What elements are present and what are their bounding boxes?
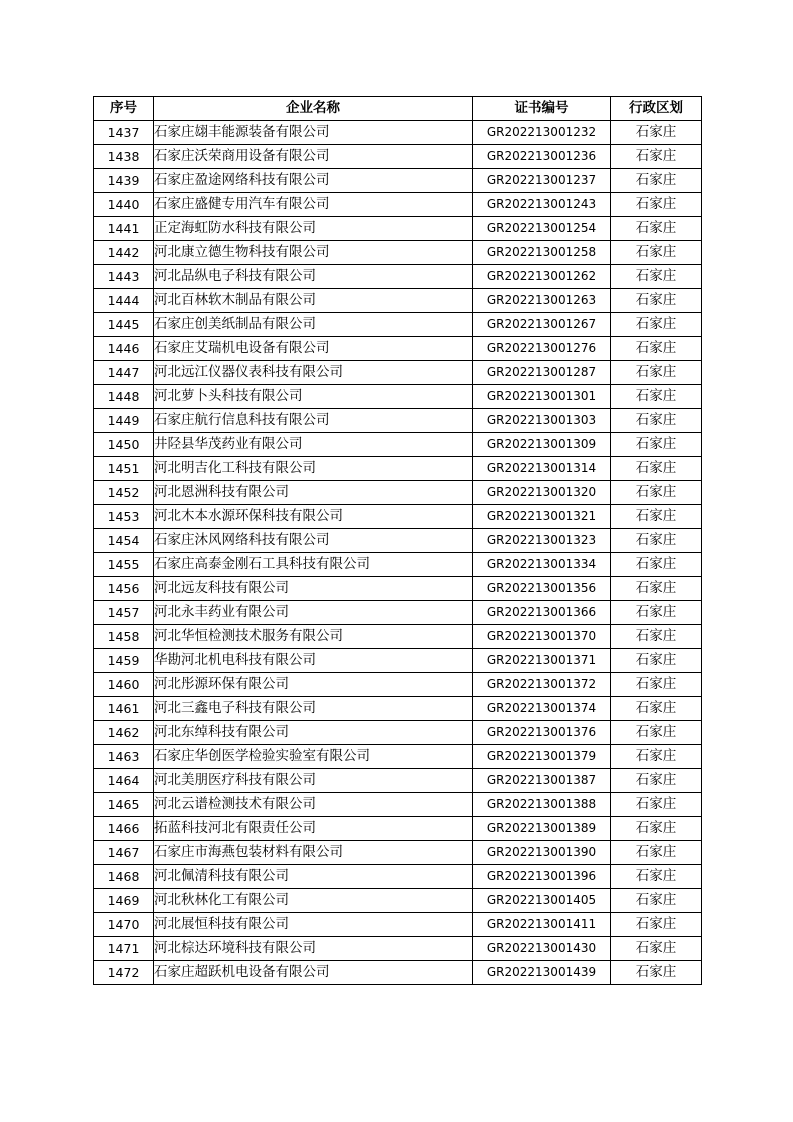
region: 石家庄 <box>611 673 702 697</box>
certificate-number: GR202213001236 <box>473 145 611 169</box>
row-number: 1456 <box>94 577 154 601</box>
row-number: 1441 <box>94 217 154 241</box>
region: 石家庄 <box>611 769 702 793</box>
region: 石家庄 <box>611 409 702 433</box>
table-row <box>94 313 702 337</box>
row-number: 1470 <box>94 913 154 937</box>
certificate-number: GR202213001387 <box>473 769 611 793</box>
certificate-number: GR202213001430 <box>473 937 611 961</box>
region: 石家庄 <box>611 697 702 721</box>
company-name: 河北远江仪器仪表科技有限公司 <box>154 361 473 385</box>
region: 石家庄 <box>611 433 702 457</box>
region: 石家庄 <box>611 913 702 937</box>
certificate-number: GR202213001374 <box>473 697 611 721</box>
company-name: 石家庄翃丰能源装备有限公司 <box>154 121 473 145</box>
table-row <box>94 601 702 625</box>
row-number: 1467 <box>94 841 154 865</box>
region: 石家庄 <box>611 937 702 961</box>
company-name: 河北棕达环境科技有限公司 <box>154 937 473 961</box>
table-row <box>94 385 702 409</box>
region: 石家庄 <box>611 505 702 529</box>
table-row <box>94 841 702 865</box>
table-row <box>94 217 702 241</box>
row-number: 1444 <box>94 289 154 313</box>
certificate-number: GR202213001237 <box>473 169 611 193</box>
table-row <box>94 145 702 169</box>
region: 石家庄 <box>611 145 702 169</box>
company-name: 石家庄盈途网络科技有限公司 <box>154 169 473 193</box>
company-name: 河北百林软木制品有限公司 <box>154 289 473 313</box>
certificate-number: GR202213001321 <box>473 505 611 529</box>
certificate-number: GR202213001314 <box>473 457 611 481</box>
table-row <box>94 457 702 481</box>
table-row <box>94 913 702 937</box>
certificate-table <box>93 96 702 985</box>
company-name: 石家庄高泰金刚石工具科技有限公司 <box>154 553 473 577</box>
region: 石家庄 <box>611 481 702 505</box>
region: 石家庄 <box>611 865 702 889</box>
certificate-number: GR202213001254 <box>473 217 611 241</box>
certificate-number: GR202213001309 <box>473 433 611 457</box>
table-row <box>94 409 702 433</box>
company-name: 石家庄艾瑞机电设备有限公司 <box>154 337 473 361</box>
header-company-name: 企业名称 <box>154 97 473 121</box>
company-name: 石家庄市海燕包装材料有限公司 <box>154 841 473 865</box>
company-name: 河北木本水源环保科技有限公司 <box>154 505 473 529</box>
region: 石家庄 <box>611 385 702 409</box>
row-number: 1459 <box>94 649 154 673</box>
row-number: 1465 <box>94 793 154 817</box>
company-name: 正定海虹防水科技有限公司 <box>154 217 473 241</box>
row-number: 1464 <box>94 769 154 793</box>
row-number: 1468 <box>94 865 154 889</box>
region: 石家庄 <box>611 265 702 289</box>
certificate-number: GR202213001379 <box>473 745 611 769</box>
header-region: 行政区划 <box>611 97 702 121</box>
region: 石家庄 <box>611 121 702 145</box>
row-number: 1471 <box>94 937 154 961</box>
table-row <box>94 529 702 553</box>
certificate-number: GR202213001267 <box>473 313 611 337</box>
company-name: 河北东绰科技有限公司 <box>154 721 473 745</box>
company-name: 河北永丰药业有限公司 <box>154 601 473 625</box>
table-row <box>94 865 702 889</box>
region: 石家庄 <box>611 361 702 385</box>
company-name: 河北秋林化工有限公司 <box>154 889 473 913</box>
row-number: 1469 <box>94 889 154 913</box>
certificate-number: GR202213001366 <box>473 601 611 625</box>
row-number: 1438 <box>94 145 154 169</box>
row-number: 1452 <box>94 481 154 505</box>
row-number: 1445 <box>94 313 154 337</box>
certificate-number: GR202213001262 <box>473 265 611 289</box>
region: 石家庄 <box>611 289 702 313</box>
region: 石家庄 <box>611 337 702 361</box>
certificate-number: GR202213001258 <box>473 241 611 265</box>
table-row <box>94 121 702 145</box>
company-name: 石家庄沐风网络科技有限公司 <box>154 529 473 553</box>
company-name: 河北华恒检测技术服务有限公司 <box>154 625 473 649</box>
row-number: 1472 <box>94 961 154 985</box>
row-number: 1454 <box>94 529 154 553</box>
region: 石家庄 <box>611 745 702 769</box>
row-number: 1461 <box>94 697 154 721</box>
certificate-number: GR202213001263 <box>473 289 611 313</box>
table-row <box>94 505 702 529</box>
region: 石家庄 <box>611 553 702 577</box>
row-number: 1446 <box>94 337 154 361</box>
certificate-number: GR202213001376 <box>473 721 611 745</box>
certificate-number: GR202213001371 <box>473 649 611 673</box>
company-name: 河北美朋医疗科技有限公司 <box>154 769 473 793</box>
certificate-number: GR202213001396 <box>473 865 611 889</box>
company-name: 河北佩清科技有限公司 <box>154 865 473 889</box>
row-number: 1442 <box>94 241 154 265</box>
table-row <box>94 481 702 505</box>
company-name: 石家庄华创医学检验实验室有限公司 <box>154 745 473 769</box>
row-number: 1451 <box>94 457 154 481</box>
table-row <box>94 769 702 793</box>
company-name: 河北彤源环保有限公司 <box>154 673 473 697</box>
table-row <box>94 337 702 361</box>
table-row <box>94 577 702 601</box>
row-number: 1453 <box>94 505 154 529</box>
table-row <box>94 553 702 577</box>
certificate-number: GR202213001320 <box>473 481 611 505</box>
certificate-number: GR202213001243 <box>473 193 611 217</box>
region: 石家庄 <box>611 193 702 217</box>
row-number: 1457 <box>94 601 154 625</box>
table-row <box>94 817 702 841</box>
region: 石家庄 <box>611 721 702 745</box>
certificate-number: GR202213001439 <box>473 961 611 985</box>
table-row <box>94 169 702 193</box>
region: 石家庄 <box>611 961 702 985</box>
company-name: 河北远友科技有限公司 <box>154 577 473 601</box>
certificate-number: GR202213001287 <box>473 361 611 385</box>
region: 石家庄 <box>611 625 702 649</box>
region: 石家庄 <box>611 241 702 265</box>
company-name: 河北展恒科技有限公司 <box>154 913 473 937</box>
table-row <box>94 361 702 385</box>
company-name: 河北明吉化工科技有限公司 <box>154 457 473 481</box>
region: 石家庄 <box>611 457 702 481</box>
company-name: 石家庄盛健专用汽车有限公司 <box>154 193 473 217</box>
region: 石家庄 <box>611 649 702 673</box>
company-name: 石家庄创美纸制品有限公司 <box>154 313 473 337</box>
region: 石家庄 <box>611 817 702 841</box>
certificate-number: GR202213001388 <box>473 793 611 817</box>
company-name: 华勘河北机电科技有限公司 <box>154 649 473 673</box>
certificate-number: GR202213001301 <box>473 385 611 409</box>
table-row <box>94 625 702 649</box>
table-body <box>94 121 702 985</box>
row-number: 1455 <box>94 553 154 577</box>
company-name: 河北三鑫电子科技有限公司 <box>154 697 473 721</box>
row-number: 1439 <box>94 169 154 193</box>
company-name: 拓蓝科技河北有限责任公司 <box>154 817 473 841</box>
certificate-number: GR202213001303 <box>473 409 611 433</box>
table-row <box>94 793 702 817</box>
row-number: 1450 <box>94 433 154 457</box>
region: 石家庄 <box>611 169 702 193</box>
table-row <box>94 745 702 769</box>
table-row <box>94 241 702 265</box>
row-number: 1440 <box>94 193 154 217</box>
company-name: 石家庄超跃机电设备有限公司 <box>154 961 473 985</box>
table-row <box>94 697 702 721</box>
header-certificate-no: 证书编号 <box>473 97 611 121</box>
region: 石家庄 <box>611 793 702 817</box>
row-number: 1449 <box>94 409 154 433</box>
certificate-number: GR202213001390 <box>473 841 611 865</box>
row-number: 1448 <box>94 385 154 409</box>
certificate-number: GR202213001232 <box>473 121 611 145</box>
region: 石家庄 <box>611 313 702 337</box>
company-name: 河北康立德生物科技有限公司 <box>154 241 473 265</box>
certificate-number: GR202213001334 <box>473 553 611 577</box>
region: 石家庄 <box>611 529 702 553</box>
certificate-number: GR202213001372 <box>473 673 611 697</box>
row-number: 1460 <box>94 673 154 697</box>
certificate-number: GR202213001405 <box>473 889 611 913</box>
region: 石家庄 <box>611 841 702 865</box>
table-row <box>94 937 702 961</box>
table-row <box>94 961 702 985</box>
row-number: 1447 <box>94 361 154 385</box>
table-row <box>94 649 702 673</box>
row-number: 1437 <box>94 121 154 145</box>
table-row <box>94 721 702 745</box>
company-name: 河北恩洲科技有限公司 <box>154 481 473 505</box>
region: 石家庄 <box>611 217 702 241</box>
region: 石家庄 <box>611 577 702 601</box>
company-name: 井陉县华茂药业有限公司 <box>154 433 473 457</box>
row-number: 1458 <box>94 625 154 649</box>
company-name: 石家庄航行信息科技有限公司 <box>154 409 473 433</box>
certificate-number: GR202213001323 <box>473 529 611 553</box>
row-number: 1463 <box>94 745 154 769</box>
row-number: 1443 <box>94 265 154 289</box>
table-row <box>94 433 702 457</box>
table-row <box>94 289 702 313</box>
company-name: 河北品纵电子科技有限公司 <box>154 265 473 289</box>
table-row <box>94 889 702 913</box>
certificate-number: GR202213001356 <box>473 577 611 601</box>
row-number: 1462 <box>94 721 154 745</box>
table-row <box>94 265 702 289</box>
table-row <box>94 193 702 217</box>
certificate-number: GR202213001411 <box>473 913 611 937</box>
company-name: 石家庄沃荣商用设备有限公司 <box>154 145 473 169</box>
row-number: 1466 <box>94 817 154 841</box>
region: 石家庄 <box>611 889 702 913</box>
company-name: 河北萝卜头科技有限公司 <box>154 385 473 409</box>
header-no: 序号 <box>94 97 154 121</box>
company-name: 河北云谱检测技术有限公司 <box>154 793 473 817</box>
table-header-row <box>94 97 702 121</box>
certificate-number: GR202213001370 <box>473 625 611 649</box>
certificate-number: GR202213001276 <box>473 337 611 361</box>
certificate-number: GR202213001389 <box>473 817 611 841</box>
region: 石家庄 <box>611 601 702 625</box>
table-row <box>94 673 702 697</box>
